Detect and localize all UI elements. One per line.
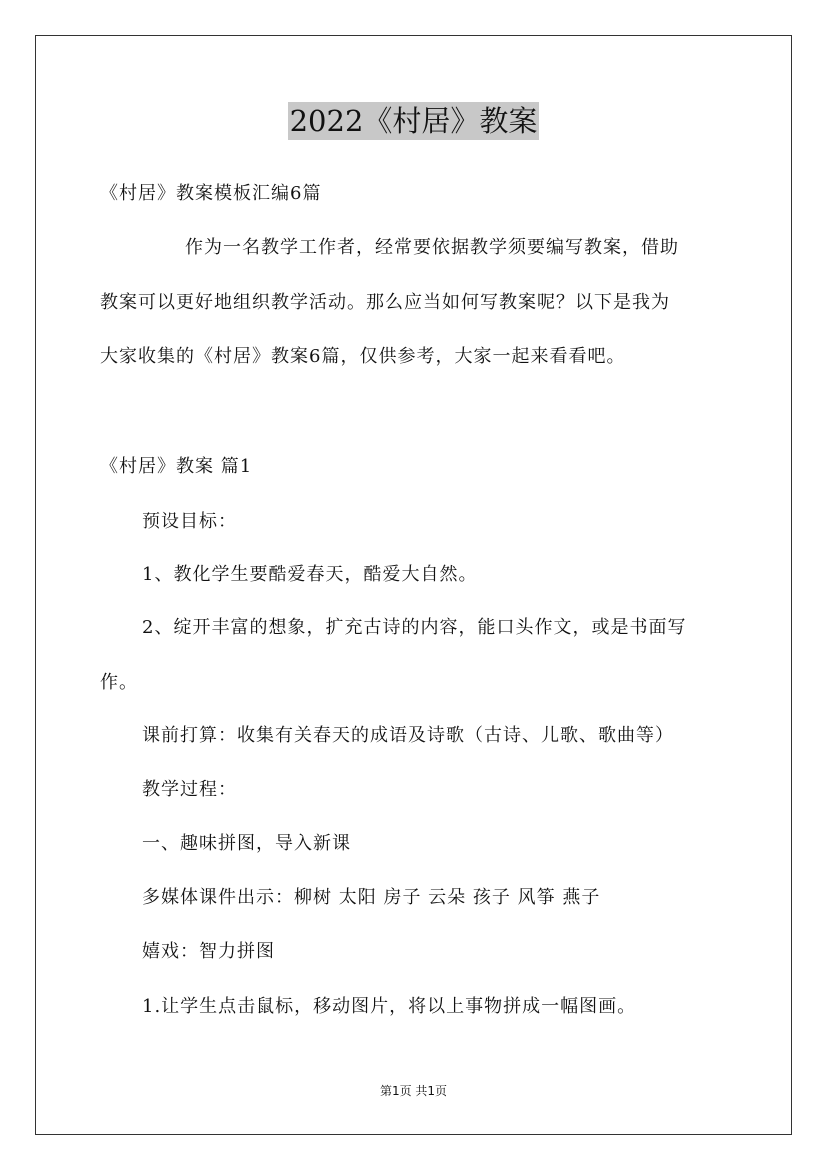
body-line-game: 嬉戏：智力拼图 <box>142 941 275 962</box>
intro-line-3: 大家收集的《村居》教案6篇，仅供参考，大家一起来看看吧。 <box>100 346 626 367</box>
title-container <box>0 102 827 140</box>
body-line-goal-2-cont: 作。 <box>100 672 138 693</box>
intro-line-1: 作为一名教学工作者，经常要依据教学须要编写教案，借助 <box>185 237 679 258</box>
body-line-instruction: 1.让学生点击鼠标，移动图片，将以上事物拼成一幅图画。 <box>142 996 637 1017</box>
body-line-process: 教学过程： <box>142 779 237 800</box>
section-heading: 《村居》教案 篇1 <box>100 456 253 477</box>
body-line-preparation: 课前打算：收集有关春天的成语及诗歌（古诗、儿歌、歌曲等） <box>142 725 674 746</box>
document-title: 2022《村居》教案 <box>289 104 538 138</box>
document-subtitle: 《村居》教案模板汇编6篇 <box>100 183 322 204</box>
page-footer: 第1页 共1页 <box>379 1084 448 1098</box>
body-line-goal-2: 2、绽开丰富的想象，扩充古诗的内容，能口头作文，或是书面写 <box>142 617 687 638</box>
intro-line-2: 教案可以更好地组织教学活动。那么应当如何写教案呢？以下是我为 <box>100 292 670 313</box>
body-line-step-1: 一、趣味拼图，导入新课 <box>142 833 351 854</box>
body-line-courseware: 多媒体课件出示：柳树 太阳 房子 云朵 孩子 风筝 燕子 <box>142 887 601 908</box>
body-line-goal-1: 1、教化学生要酷爱春天，酷爱大自然。 <box>142 564 478 585</box>
body-line-goals: 预设目标： <box>142 511 237 532</box>
